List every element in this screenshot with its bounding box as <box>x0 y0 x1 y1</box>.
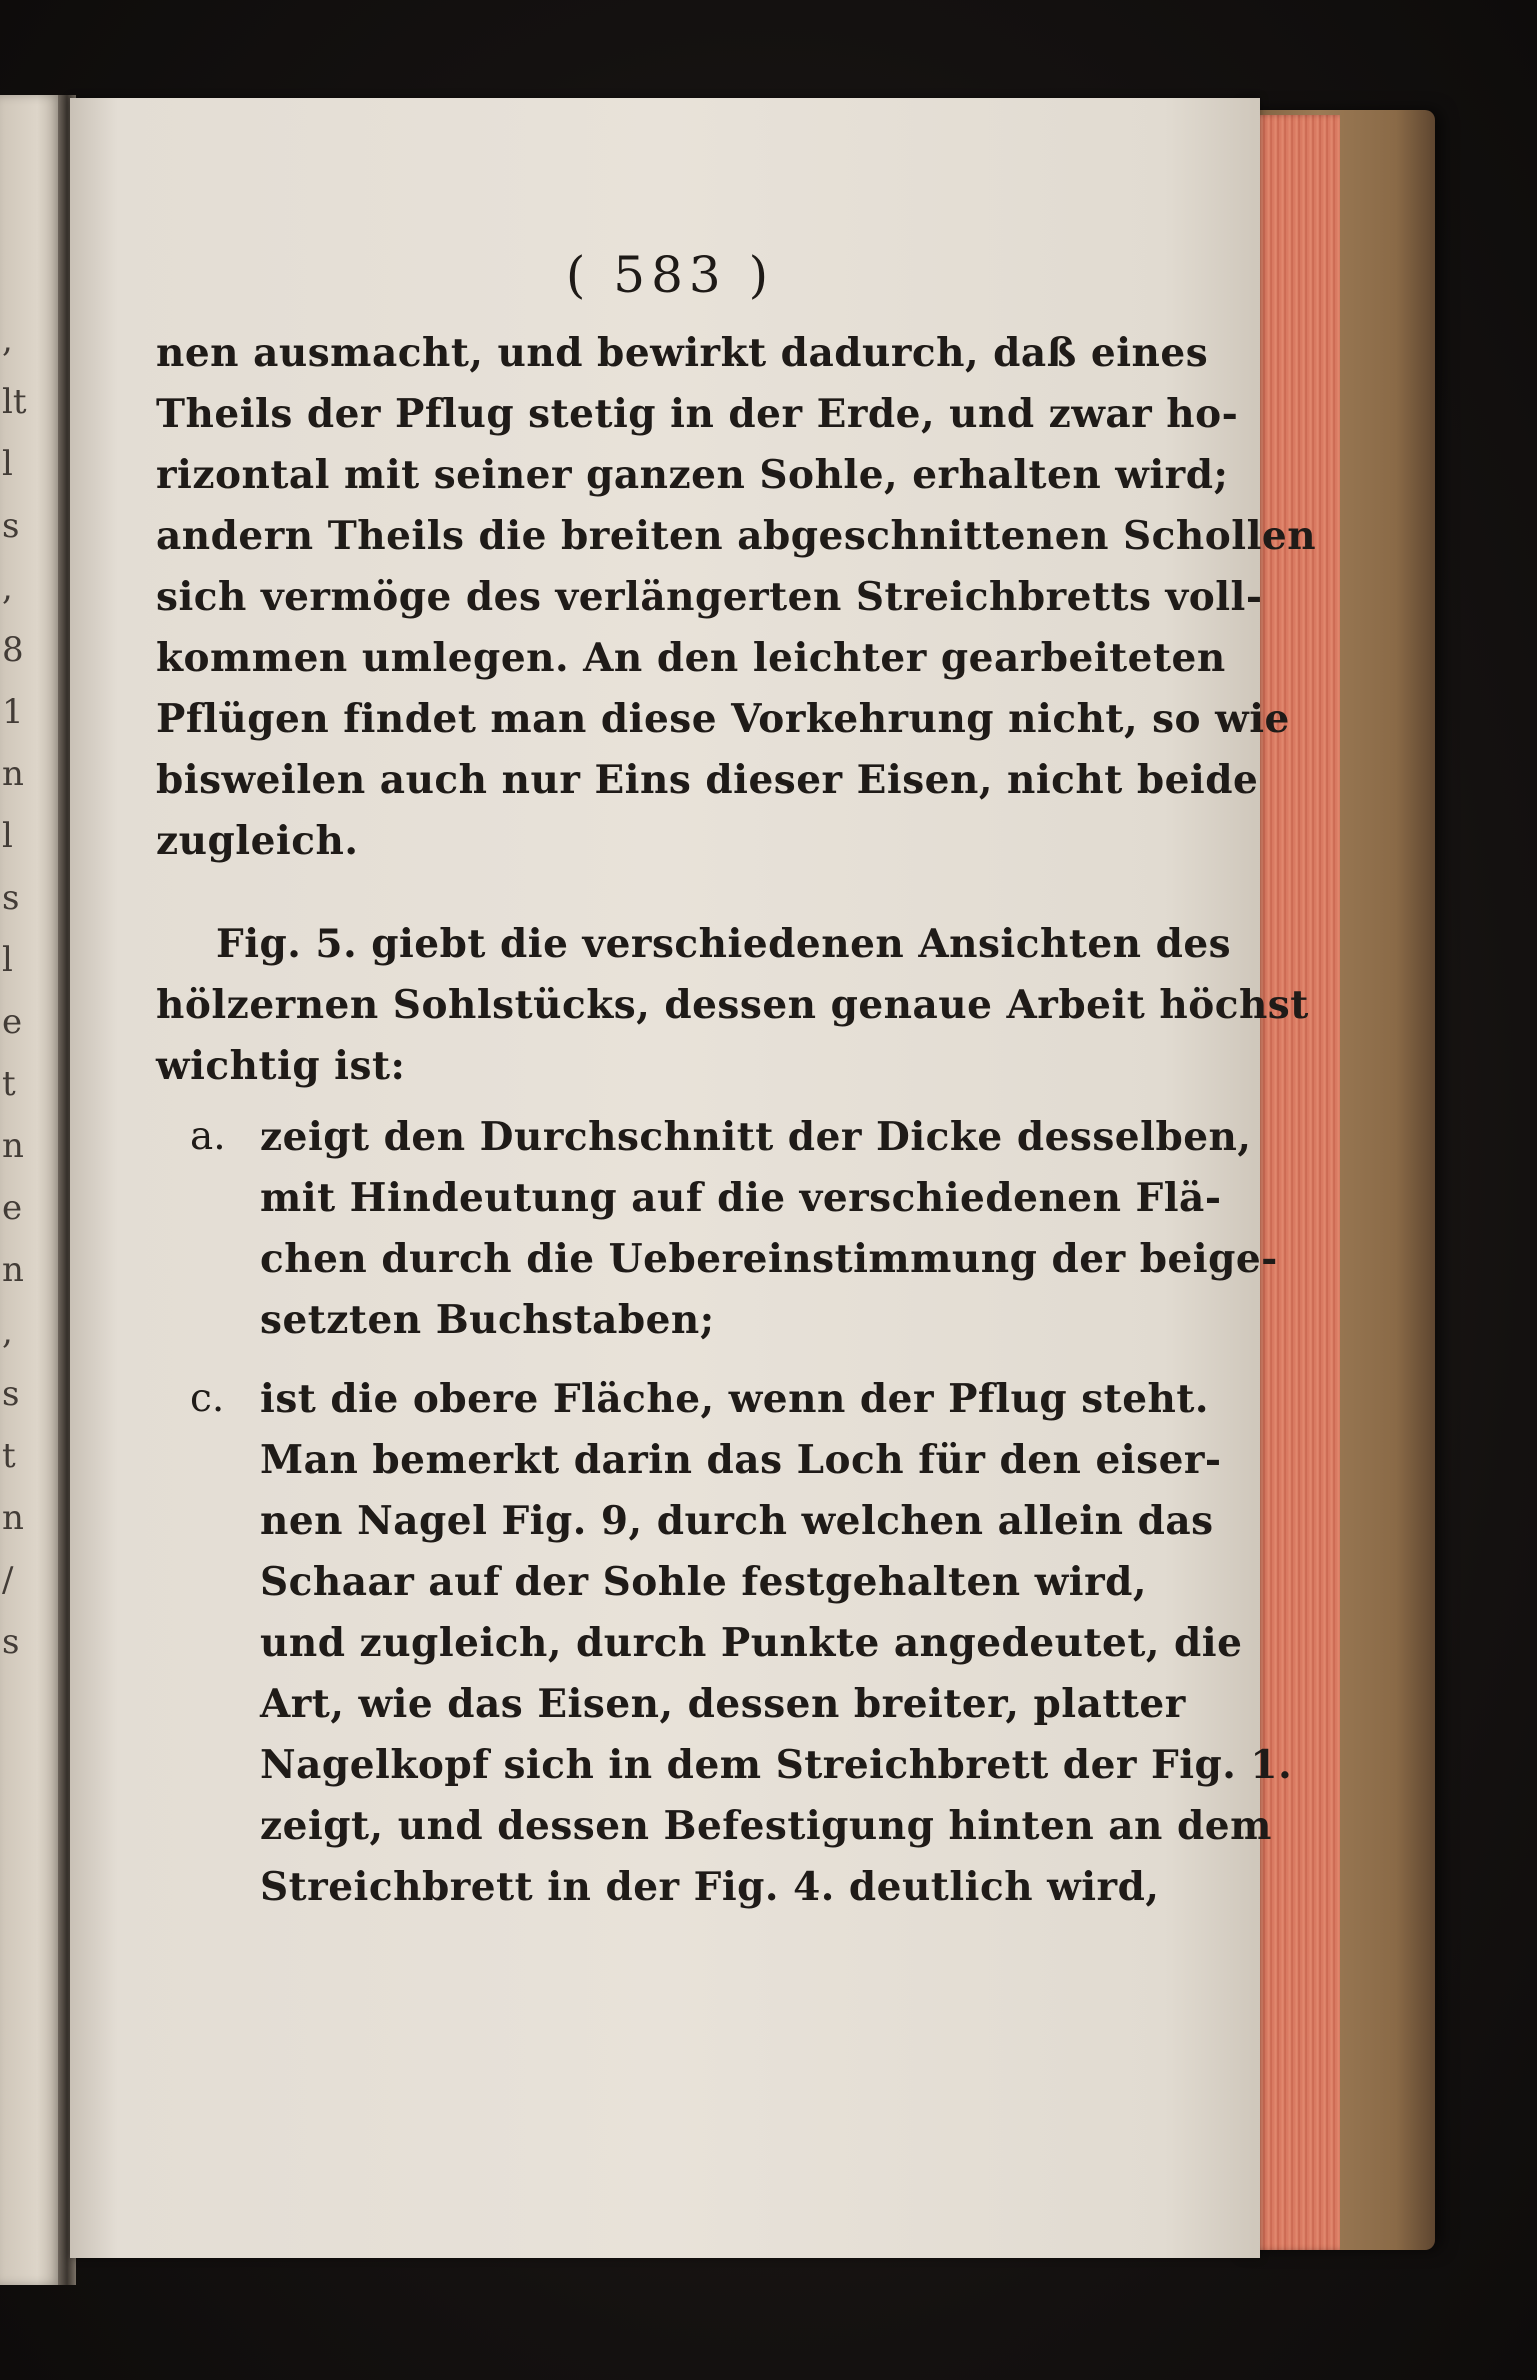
list-item-line: chen durch die Uebereinstimmung der beige- <box>260 1236 1278 1282</box>
list-item-line: zeigt, und dessen Befestigung hinten an dem <box>260 1803 1272 1849</box>
list-item-label: c. <box>190 1376 225 1421</box>
paragraph-line: rizontal mit seiner ganzen Sohle, erhalten wird; <box>156 452 1229 498</box>
list-item-line: Schaar auf der Sohle festgehalten wird, <box>260 1559 1147 1605</box>
page-number: ( 583 ) <box>565 246 775 304</box>
list-item-line: Man bemerkt darin das Loch für den eiser- <box>260 1437 1222 1483</box>
facing-page-fragment: n <box>2 754 24 794</box>
paragraph-line: Pflügen findet man diese Vorkehrung nicht, so wie <box>156 696 1290 742</box>
list-item-line: Nagelkopf sich in dem Streichbrett der Fig. 1. <box>260 1742 1293 1788</box>
paragraph-line: bisweilen auch nur Eins dieser Eisen, nicht beide <box>156 757 1259 803</box>
facing-page-fragment: , <box>2 1312 13 1352</box>
facing-page-fragment: s <box>2 878 20 918</box>
paragraph-line: zugleich. <box>156 818 359 864</box>
facing-page-fragment: / <box>2 1560 14 1600</box>
list-item-line: mit Hindeutung auf die verschiedenen Flä- <box>260 1175 1222 1221</box>
facing-page-fragment: , <box>2 320 13 360</box>
paragraph-line: Theils der Pflug stetig in der Erde, und zwar ho- <box>156 391 1239 437</box>
facing-page-fragment: e <box>2 1002 23 1042</box>
list-item-line: ist die obere Fläche, wenn der Pflug steht. <box>260 1376 1209 1422</box>
paragraph-line: nen ausmacht, und bewirkt dadurch, daß eines <box>156 330 1209 376</box>
facing-page-fragment: l <box>2 444 13 484</box>
list-item-line: und zugleich, durch Punkte angedeutet, die <box>260 1620 1243 1666</box>
facing-page-fragment: n <box>2 1498 24 1538</box>
list-item-label: a. <box>190 1114 226 1159</box>
red-page-edges <box>1252 115 1340 2250</box>
facing-page-fragment: l <box>2 940 13 980</box>
paragraph-line: sich vermöge des verlängerten Streichbretts voll- <box>156 574 1263 620</box>
facing-page-fragment: s <box>2 506 20 546</box>
paragraph-line: andern Theils die breiten abgeschnittenen Schollen <box>156 513 1317 559</box>
facing-page-fragment: lt <box>2 382 27 422</box>
paragraph-line: Fig. 5. giebt die verschiedenen Ansichten des <box>216 921 1232 967</box>
facing-page-fragment: 8 <box>2 630 24 670</box>
facing-page-fragment: t <box>2 1064 16 1104</box>
book-page <box>70 98 1317 2258</box>
facing-page-fragment: n <box>2 1126 24 1166</box>
facing-page-fragment: l <box>2 816 13 856</box>
facing-page-fragment: , <box>2 568 13 608</box>
list-item-line: setzten Buchstaben; <box>260 1297 715 1343</box>
facing-page-fragment: e <box>2 1188 23 1228</box>
paragraph-line: wichtig ist: <box>156 1043 406 1089</box>
paragraph-line: kommen umlegen. An den leichter gearbeiteten <box>156 635 1226 681</box>
list-item-line: zeigt den Durchschnitt der Dicke desselben, <box>260 1114 1252 1160</box>
facing-page-edge <box>0 95 62 2285</box>
facing-page-fragment: t <box>2 1436 16 1476</box>
facing-page-fragment: s <box>2 1374 20 1414</box>
facing-page-fragment: n <box>2 1250 24 1290</box>
list-item-line: Art, wie das Eisen, dessen breiter, platter <box>260 1681 1186 1727</box>
paragraph-line: hölzernen Sohlstücks, dessen genaue Arbeit höchst <box>156 982 1309 1028</box>
facing-page-fragment: s <box>2 1622 20 1662</box>
list-item-line: Streichbrett in der Fig. 4. deutlich wird, <box>260 1864 1160 1910</box>
facing-page-fragment: 1 <box>2 692 24 732</box>
list-item-line: nen Nagel Fig. 9, durch welchen allein das <box>260 1498 1214 1544</box>
